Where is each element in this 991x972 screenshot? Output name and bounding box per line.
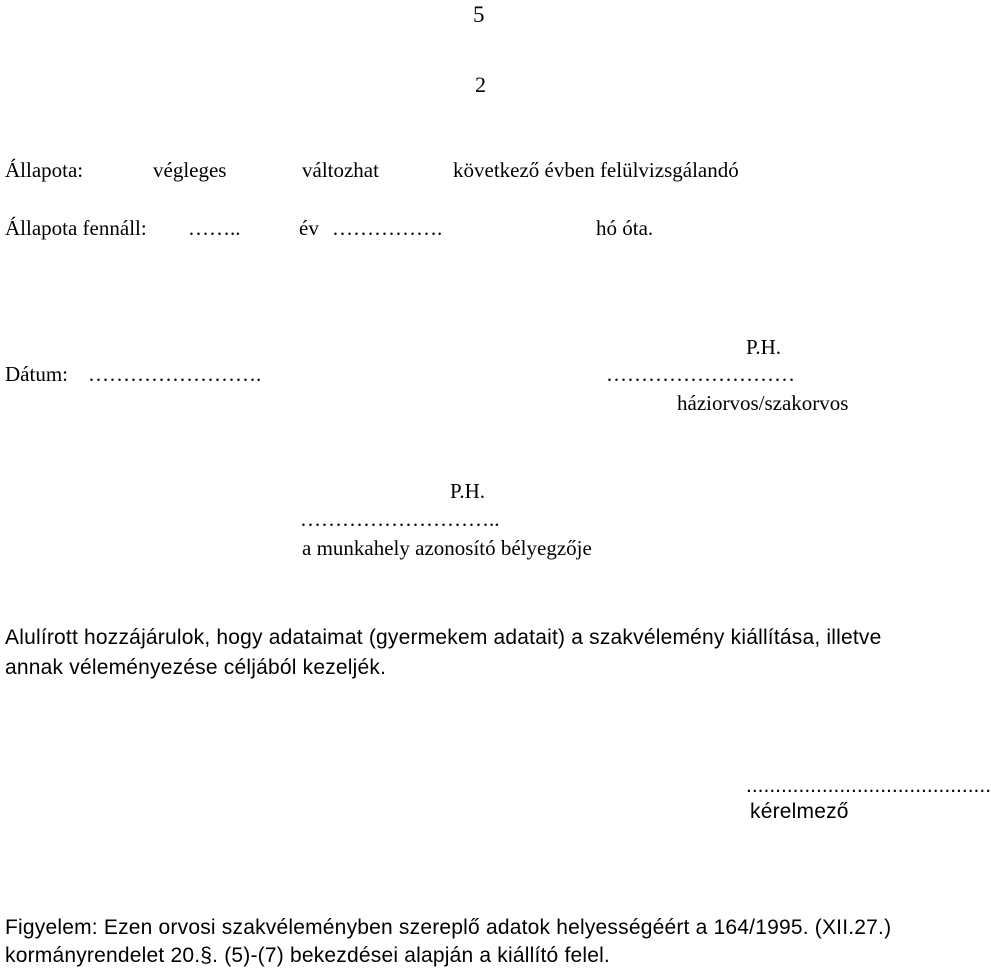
stamp-label-doctor: P.H.: [746, 335, 782, 359]
applicant-signature-blank: ..........................................: [746, 774, 991, 797]
consent-line-1: Alulírott hozzájárulok, hogy adataimat (gyermekem adatait) a szakvélemény kiállítása, illetve: [5, 626, 882, 649]
status-option-review: következő évben felülvizsgálandó: [453, 158, 739, 182]
workplace-stamp-label: a munkahely azonosító bélyegzője: [302, 536, 592, 560]
status-label: Állapota:: [5, 158, 84, 182]
status-option-changing: változhat: [302, 158, 379, 182]
stamp-label-workplace: P.H.: [450, 479, 486, 503]
consent-line-2: annak véleményezése céljából kezeljék.: [5, 656, 387, 679]
notice-line-2: kormányrendelet 20.§. (5)-(7) bekezdései alapján a kiállító felel.: [5, 944, 611, 967]
month-label: hó óta.: [596, 216, 654, 240]
workplace-stamp-blank: ………………………..: [300, 507, 500, 531]
notice-line-1: Figyelem: Ezen orvosi szakvéleményben szereplő adatok helyességéért a 164/1995. (XII.27.): [5, 916, 892, 939]
year-label: év: [299, 216, 319, 240]
page-number-top: 5: [473, 2, 485, 27]
doctor-signature-blank: ………………………: [606, 362, 795, 386]
status-since-label: Állapota fennáll:: [5, 216, 147, 240]
year-blank: ……..: [188, 216, 241, 240]
applicant-label: kérelmező: [750, 800, 849, 823]
status-option-final: végleges: [153, 158, 227, 182]
date-blank: …………………….: [88, 362, 262, 386]
month-blank: …………….: [332, 216, 443, 240]
page-number-second: 2: [475, 72, 486, 97]
doctor-role-label: háziorvos/szakorvos: [677, 391, 849, 415]
date-label: Dátum:: [5, 362, 68, 386]
